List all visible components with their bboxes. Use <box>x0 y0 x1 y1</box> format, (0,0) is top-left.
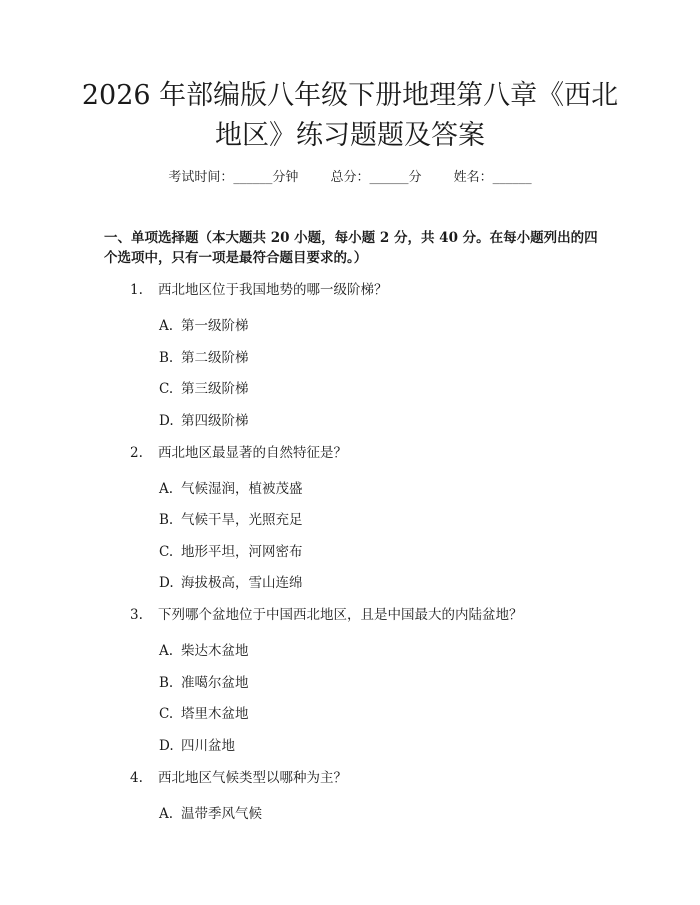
option-text: 柴达木盆地 <box>181 643 249 659</box>
option-letter: D. <box>159 575 174 591</box>
option-letter: A. <box>159 480 174 497</box>
question-text: 西北地区最显著的自然特征是？ <box>158 444 347 461</box>
option-letter: C. <box>159 381 174 397</box>
option-letter: A. <box>159 643 174 659</box>
title-line-2: 地区》练习题题及答案 <box>215 120 485 151</box>
question-number: 2. <box>130 444 143 461</box>
question-1-option-a <box>159 316 249 336</box>
option-text: 温带季风气候 <box>181 805 262 822</box>
question-2-option-b <box>159 510 303 530</box>
question-3-option-d <box>159 736 235 756</box>
option-letter: B. <box>159 674 174 691</box>
question-3-option-c <box>159 704 249 724</box>
question-1-option-b <box>159 348 249 368</box>
question-text: 西北地区气候类型以哪种为主？ <box>158 769 347 786</box>
question-4-option-a <box>159 804 262 824</box>
option-text: 准噶尔盆地 <box>181 674 249 691</box>
option-text: 第四级阶梯 <box>181 412 249 429</box>
question-number: 1. <box>130 282 143 298</box>
option-letter: B. <box>159 349 174 366</box>
option-letter: D. <box>159 737 174 754</box>
question-1-option-d <box>159 411 249 431</box>
option-text: 第三级阶梯 <box>181 381 249 397</box>
question-number: 3. <box>130 607 143 623</box>
title-line-1: 2026 年部编版八年级下册地理第八章《西北 <box>81 80 619 111</box>
option-text: 地形平坦，河网密布 <box>181 543 303 560</box>
option-letter: A. <box>159 805 174 822</box>
question-text: 下列哪个盆地位于中国西北地区，且是中国最大的内陆盆地？ <box>158 607 523 623</box>
option-text: 四川盆地 <box>181 737 235 754</box>
option-letter: B. <box>159 512 174 528</box>
option-text: 气候湿润，植被茂盛 <box>181 480 303 497</box>
option-text: 塔里木盆地 <box>181 706 249 722</box>
total-score-field: 总分：______分 <box>330 170 422 185</box>
question-3-option-a <box>159 641 249 661</box>
student-name-field: 姓名：______ <box>453 170 532 185</box>
question-text: 西北地区位于我国地势的哪一级阶梯？ <box>158 282 388 298</box>
question-2-option-d <box>159 573 303 593</box>
question-number: 4. <box>130 769 143 786</box>
option-text: 海拔极高，雪山连绵 <box>181 575 303 591</box>
option-text: 气候干旱，光照充足 <box>181 512 303 528</box>
question-2-option-c <box>159 542 303 562</box>
section-heading-line-1: 一、单项选择题（本大题共 20 小题，每小题 2 分，共 40 分。在每小题列出的四 <box>104 230 598 246</box>
question-1-option-c <box>159 379 249 399</box>
exam-time-field: 考试时间：______分钟 <box>168 170 299 185</box>
question-2-option-a <box>159 479 303 499</box>
option-letter: C. <box>159 706 174 722</box>
option-letter: D. <box>159 412 174 429</box>
option-letter: C. <box>159 543 174 560</box>
option-letter: A. <box>159 318 174 334</box>
option-text: 第二级阶梯 <box>181 349 249 366</box>
option-text: 第一级阶梯 <box>181 318 249 334</box>
section-heading-line-2: 个选项中，只有一项是最符合题目要求的。） <box>104 250 368 266</box>
question-3-option-b <box>159 673 249 693</box>
